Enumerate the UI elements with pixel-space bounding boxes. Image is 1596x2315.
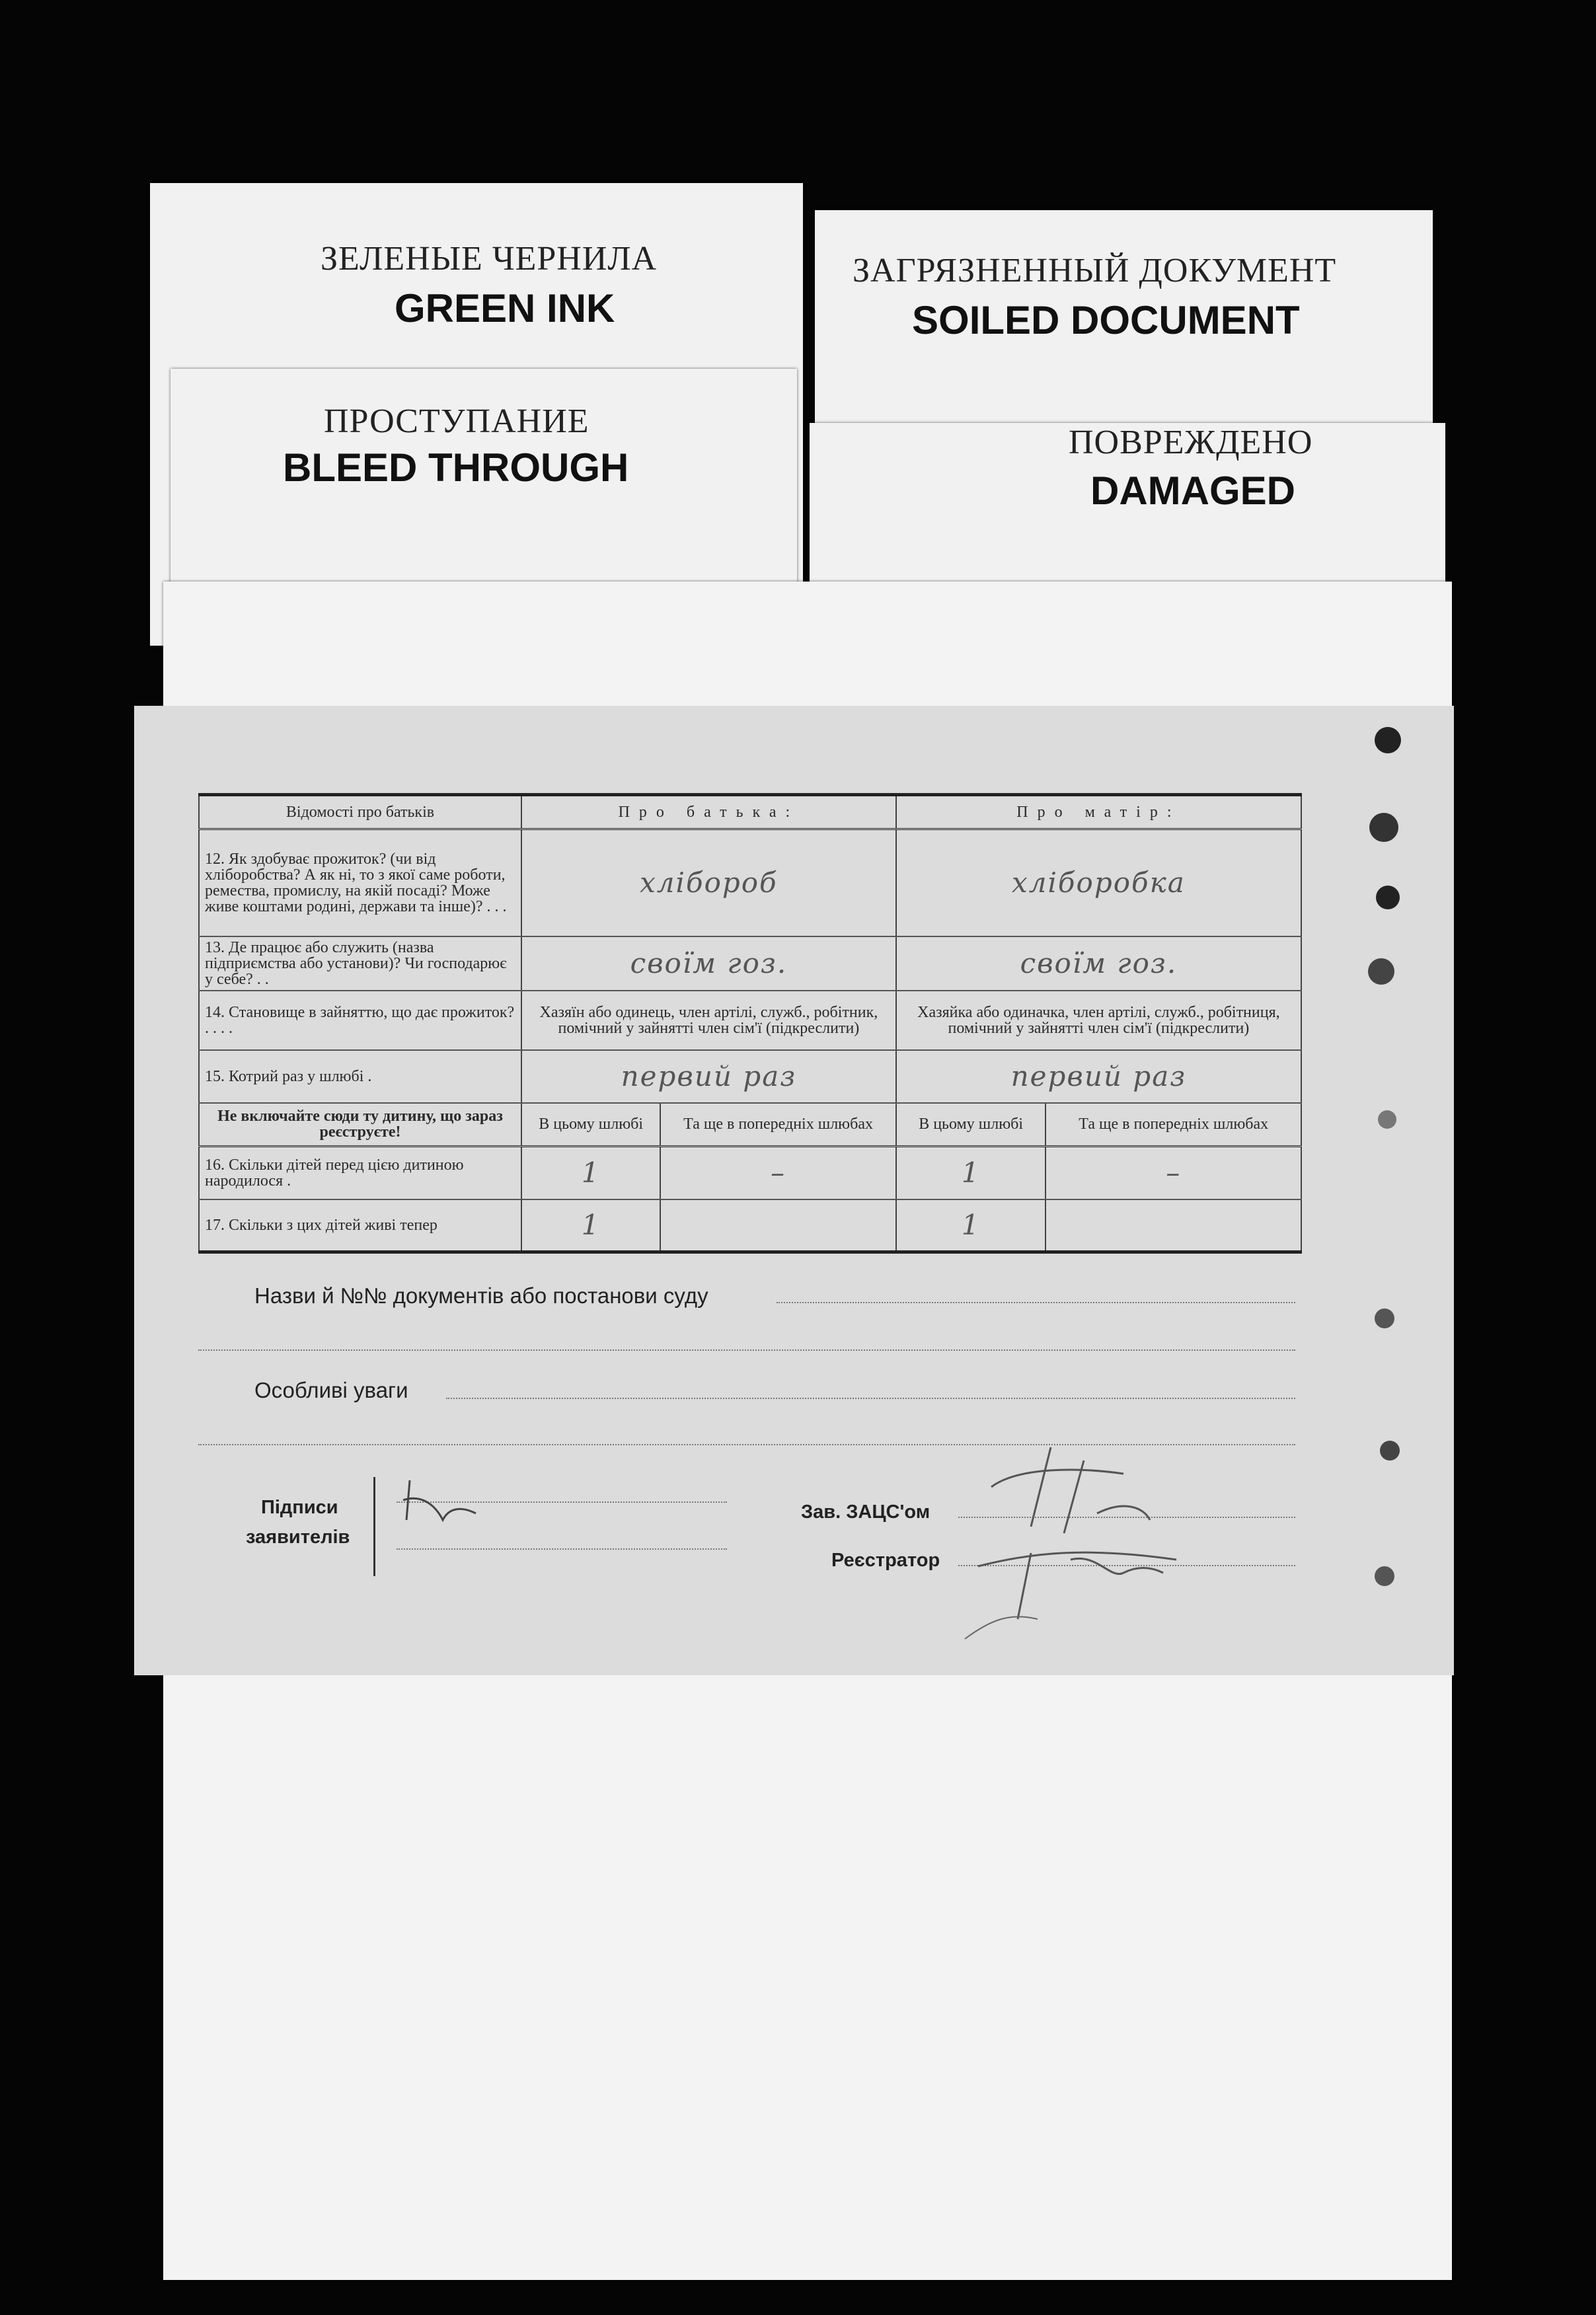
q16-father-this: 1 xyxy=(521,1147,660,1199)
soiled-label-ru: ЗАГРЯЗНЕННЫЙ ДОКУМЕНТ xyxy=(853,252,1337,289)
q13-mother: своїм гоз. xyxy=(896,936,1301,991)
q12-text: 12. Як здобуває прожиток? (чи від хліборобства? А як ні, то з якої саме роботи, ремества, промислу, на якій посаді? Може живе коштами родині, держави та інше)? . . . xyxy=(199,829,521,936)
q12-father: хлібороб xyxy=(521,829,896,936)
q16-father-prev: – xyxy=(660,1147,895,1199)
father-prev-marriages-header: Та ще в попередніх шлюбах xyxy=(660,1103,895,1147)
bleed-label-en: BLEED THROUGH xyxy=(283,445,629,490)
q17-father-prev xyxy=(660,1199,895,1252)
q17-text: 17. Скільки з цих дітей живі тепер xyxy=(199,1199,521,1252)
q17-father-this: 1 xyxy=(521,1199,660,1252)
father-this-marriage-header: В цьому шлюбі xyxy=(521,1103,660,1147)
applicant-sign-line-2 xyxy=(397,1548,727,1550)
header-info: Відомості про батьків xyxy=(199,795,521,829)
applicant-signature xyxy=(397,1467,489,1546)
parents-info-table xyxy=(198,793,1302,1254)
q16-text: 16. Скільки дітей перед цією дитиною народилося . xyxy=(199,1147,521,1199)
header-father: Про батька: xyxy=(521,795,896,829)
header-mother: Про матір: xyxy=(896,795,1301,829)
mother-prev-marriages-header: Та ще в попередніх шлюбах xyxy=(1045,1103,1301,1147)
registrar-label: Реєстратор xyxy=(831,1550,940,1571)
q16-mother-this: 1 xyxy=(896,1147,1046,1199)
documents-label: Назви й №№ документів або постанови суду xyxy=(254,1283,708,1308)
punch-holes xyxy=(1361,714,1421,1626)
applicants-label-2: заявителів xyxy=(246,1527,350,1548)
mother-this-marriage-header: В цьому шлюбі xyxy=(896,1103,1046,1147)
green-ink-label-en: GREEN INK xyxy=(395,286,615,330)
q15-text: 15. Котрий раз у шлюбі . xyxy=(199,1050,521,1103)
q14-father: Хазяїн або одинець, член артілі, служб., робітник, помічний у зайнятті член сім'ї (підкреслити) xyxy=(521,991,896,1050)
notes-line xyxy=(446,1398,1295,1399)
q13-father: своїм гоз. xyxy=(521,936,896,991)
q17-mother-prev xyxy=(1045,1199,1301,1252)
q16-mother-prev: – xyxy=(1045,1147,1301,1199)
q15-mother: первий раз xyxy=(896,1050,1301,1103)
notes-label: Особливі уваги xyxy=(254,1378,408,1402)
bleed-label-ru: ПРОСТУПАНИЕ xyxy=(324,402,589,440)
children-note: Не включайте сюди ту дитину, що зараз реєструєте! xyxy=(199,1103,521,1147)
head-label: Зав. ЗАЦС'ом xyxy=(801,1501,931,1523)
q17-mother-this: 1 xyxy=(896,1199,1046,1252)
head-signature xyxy=(952,1421,1203,1646)
soiled-label-en: SOILED DOCUMENT xyxy=(912,298,1300,342)
documents-line-2 xyxy=(198,1349,1295,1351)
q12-mother: хліборобка xyxy=(896,829,1301,936)
damaged-label-ru: ПОВРЕЖДЕНО xyxy=(1069,424,1313,461)
documents-line xyxy=(777,1302,1295,1303)
applicants-brace xyxy=(373,1477,382,1576)
q14-mother: Хазяйка або одиначка, член артілі, служб., робітниця, помічний у зайнятті член сім'ї (підкреслити) xyxy=(896,991,1301,1050)
q15-father: первий раз xyxy=(521,1050,896,1103)
q14-text: 14. Становище в зайняттю, що дає прожиток? . . . . xyxy=(199,991,521,1050)
q13-text: 13. Де працює або служить (назва підприємства або установи)? Чи господарює у себе? . . xyxy=(199,936,521,991)
damaged-label-en: DAMAGED xyxy=(1090,469,1295,513)
green-ink-label-ru: ЗЕЛЕНЫЕ ЧЕРНИЛА xyxy=(321,240,658,278)
applicants-label-1: Підписи xyxy=(261,1497,338,1518)
